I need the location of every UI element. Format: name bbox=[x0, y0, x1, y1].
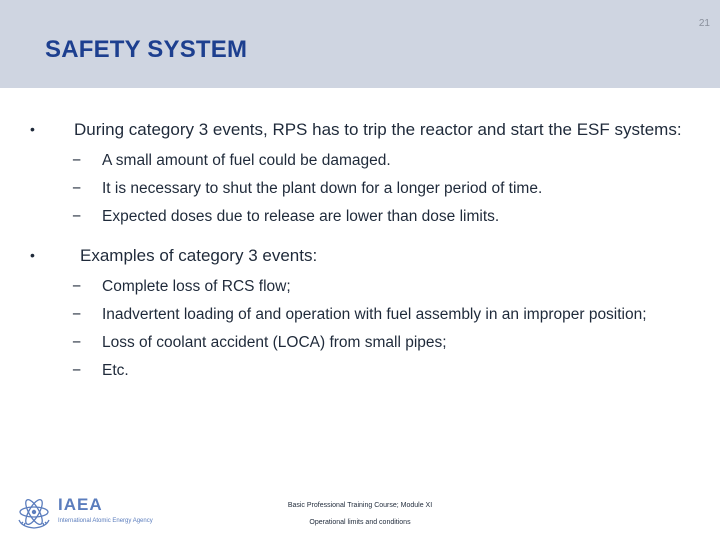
sub-item-text: Loss of coolant accident (LOCA) from small pipes; bbox=[102, 334, 447, 351]
sub-item bbox=[72, 361, 690, 381]
footer-topic: Operational limits and conditions bbox=[309, 519, 411, 526]
logo-subtitle: International Atomic Energy Agency bbox=[58, 518, 153, 524]
dash-marker: − bbox=[72, 278, 82, 295]
atom-emblem-icon bbox=[16, 494, 52, 530]
sub-item-text: A small amount of fuel could be damaged. bbox=[102, 152, 391, 169]
slide-title: SAFETY SYSTEM bbox=[45, 36, 248, 63]
bullet-text: Examples of category 3 events: bbox=[80, 246, 318, 265]
bullet-text: During category 3 events, RPS has to trip the reactor and start the ESF systems: bbox=[74, 120, 682, 139]
bullet-marker: • bbox=[30, 247, 35, 263]
sub-item bbox=[72, 151, 690, 171]
dash-marker: − bbox=[72, 306, 82, 323]
sub-item bbox=[72, 305, 690, 325]
footer-course: Basic Professional Training Course; Module XI bbox=[287, 502, 433, 509]
dash-marker: − bbox=[72, 362, 82, 379]
dash-marker: − bbox=[72, 334, 82, 351]
page-number: 21 bbox=[698, 18, 710, 29]
sub-item bbox=[72, 333, 690, 353]
sub-item-text: Etc. bbox=[102, 362, 129, 379]
dash-marker: − bbox=[72, 152, 82, 169]
bullet-item bbox=[30, 244, 690, 267]
dash-marker: − bbox=[72, 208, 82, 225]
sub-item-text: It is necessary to shut the plant down for a longer period of time. bbox=[102, 180, 543, 197]
dash-marker: − bbox=[72, 180, 82, 197]
bullet-item bbox=[30, 118, 690, 141]
sub-item-text: Inadvertent loading of and operation with fuel assembly in an improper position; bbox=[102, 306, 647, 323]
sub-list bbox=[72, 277, 690, 381]
sub-list bbox=[72, 151, 690, 227]
sub-item-text: Expected doses due to release are lower than dose limits. bbox=[102, 208, 500, 225]
bullet-marker: • bbox=[30, 121, 35, 137]
sub-item-text: Complete loss of RCS flow; bbox=[102, 278, 291, 295]
sub-item bbox=[72, 179, 690, 199]
slide-content bbox=[30, 118, 690, 389]
sub-item bbox=[72, 277, 690, 297]
iaea-logo bbox=[16, 494, 176, 530]
sub-item bbox=[72, 207, 690, 227]
logo-wordmark: IAEA bbox=[58, 495, 103, 514]
header-band bbox=[0, 0, 720, 88]
